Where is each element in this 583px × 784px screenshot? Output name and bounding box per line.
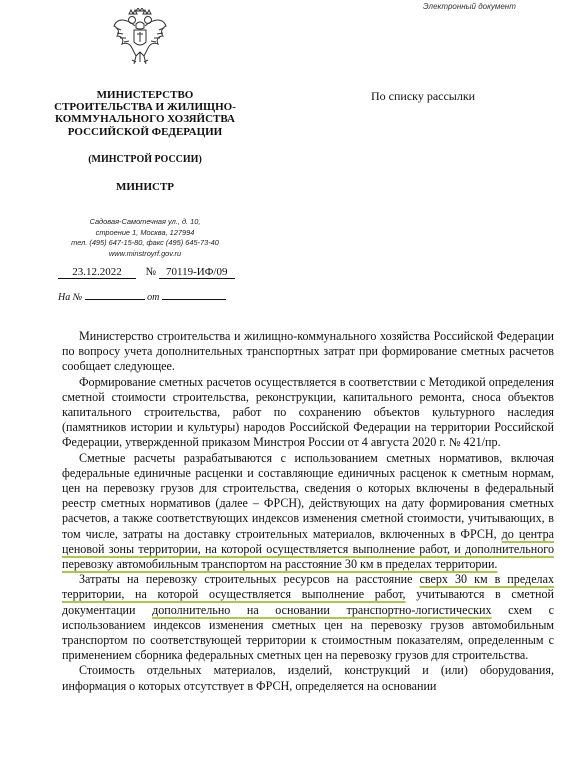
ministry-abbreviation: (МИНСТРОЙ РОССИИ) [88,154,202,165]
position-title: МИНИСТР [115,181,175,193]
paragraph-text: Затраты на перевозку строительных ресурсов на расстояние [79,572,420,587]
paragraph: Стоимость отдельных материалов, изделий, конструкций и (или) оборудования, информация о которых отсутствует в ФРСН, определяется на основании [62,663,554,693]
address-line: тел. (495) 647-15-80, факс (495) 645-73-40 [71,238,219,247]
ministry-name [28,89,262,138]
ministry-name-line: КОММУНАЛЬНОГО ХОЗЯЙСТВА [55,113,235,126]
letter-body [62,329,554,694]
paragraph: Министерство строительства и жилищно-коммунального хозяйства Российской Федерации по вопросу учета дополнительных транспортных затрат при формирование сметных расчетов сообщает следующее. [62,329,554,374]
document-number: 70119-ИФ/09 [159,266,235,279]
highlighted-text: сверх 30 км в пределах территории, на которой осуществляется выполнение работ, [62,572,555,602]
paragraph [62,451,554,573]
from-label: от [147,292,160,303]
paragraph-text: схем с использованием индексов изменения сметных цен на перевозку грузов автомобильным транспортом по соответствующей территории к стоимостным показателям, определенным с применением сборника федеральных сметных цен на перевозку грузов для строительства. [62,602,555,663]
highlighted-text: дополнительно на основании транспортно-логистических [152,602,492,617]
addressee: По списку рассылки [371,89,476,103]
reference-line [58,292,268,303]
paragraph: Формирование сметных расчетов осуществляется в соответствии с Методикой определения сметной стоимости строительства, реконструкции, капитального ремонта, сноса объектов капитального строительства, работ по сохранению объектов культурного наследия (памятников истории и культуры) народов Российской Федерации на территории Российской Федерации, утвержденной приказом Минстроя России от 4 августа 2020 г. № 421/пр. [62,374,554,450]
on-no-label: На № [58,292,83,303]
paragraph-text: учитываются в сметной документации [62,587,554,617]
reference-date-blank [162,299,226,300]
address-line: www.minstroyrf.gov.ru [108,248,182,258]
document-date: 23.12.2022 [58,266,136,279]
ministry-name-line: МИНИСТЕРСТВО [96,89,194,101]
paragraph-text: Сметные расчеты разрабатываются с использованием сметных нормативов, включая федеральные единичные расценки и составляющие единичных расценок к сметным нормам, цен на перевозку грузов для строительства, сведения о которых включены в федеральный реестр сметных нормативов (далее – ФРСН), действующих на дату формирования сметных расчетов, а также соответствующих индексов изменения сметной стоимости, учитывающих, в том числе, затраты на доставку строительных материалов, включенных в ФРСН, [62,450,554,541]
ministry-name-line: СТРОИТЕЛЬСТВА И ЖИЛИЩНО- [54,101,236,114]
coat-of-arms-emblem [112,8,168,68]
highlighted-text: до центра ценовой зоны территории, на которой осуществляется выполнение работ, и дополнительного перевозку автомобильным транспортом на расстояние 30 км в пределах территории. [62,526,554,572]
registration-line [58,266,268,279]
electronic-document-label: Электронный документ [423,2,516,11]
address-line: строение 1, Москва, 127994 [95,227,195,237]
paragraph [62,572,554,663]
ministry-name-line: РОССИЙСКОЙ ФЕДЕРАЦИИ [67,125,223,138]
number-prefix: № [145,266,156,278]
address-line: Садовая-Самотечная ул., д. 10, [89,217,201,226]
ministry-address [28,217,262,259]
reference-number-blank [85,299,145,300]
